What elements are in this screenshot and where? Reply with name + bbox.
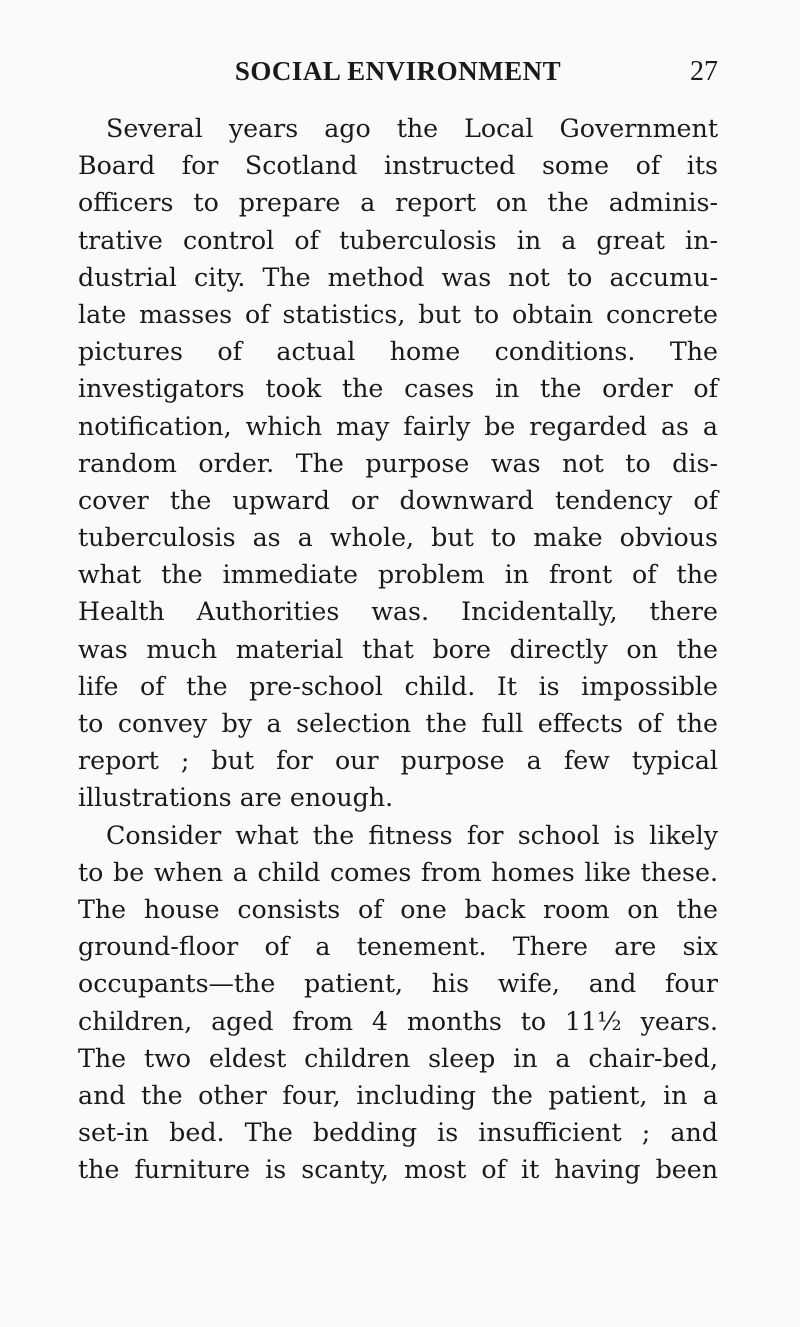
text-line: Board for Scotland instructed some of its <box>78 151 718 181</box>
text-line: the furniture is scanty, most of it having been <box>78 1155 718 1185</box>
text-line: and the other four, including the patient, in a <box>78 1080 718 1110</box>
text-line: children, aged from 4 months to 11½ years. <box>78 1006 718 1036</box>
text-line: The house consists of one back room on the <box>78 894 718 924</box>
running-title: SOCIAL ENVIRONMENT <box>234 56 562 86</box>
text-line: what the immediate problem in front of the <box>78 560 718 590</box>
text-line: life of the pre-school child. It is impossible <box>78 671 718 701</box>
body-text <box>78 110 718 1188</box>
text-line: trative control of tuberculosis in a great in- <box>78 225 718 255</box>
text-line: random order. The purpose was not to dis- <box>78 448 718 478</box>
text-line: late masses of statistics, but to obtain concrete <box>78 299 718 329</box>
paragraph <box>78 817 718 1189</box>
running-head <box>78 56 718 96</box>
text-line: to be when a child comes from homes like these. <box>78 857 718 887</box>
text-line: tuberculosis as a whole, but to make obvious <box>78 523 718 553</box>
text-line: illustrations are enough. <box>78 783 394 813</box>
text-line: report ; but for our purpose a few typical <box>78 746 718 776</box>
text-line: Health Authorities was. Incidentally, there <box>78 597 718 627</box>
text-line: dustrial city. The method was not to accumu- <box>78 262 718 292</box>
text-line: Consider what the fitness for school is likely <box>106 820 718 850</box>
text-line: investigators took the cases in the order of <box>78 374 718 404</box>
text-line: officers to prepare a report on the adminis- <box>78 188 718 218</box>
text-line: pictures of actual home conditions. The <box>78 337 718 367</box>
text-line: The two eldest children sleep in a chair-bed, <box>78 1043 718 1073</box>
text-line: was much material that bore directly on the <box>78 634 718 664</box>
text-line: occupants—the patient, his wife, and four <box>78 969 718 999</box>
text-line: ground-floor of a tenement. There are six <box>78 932 718 962</box>
text-line: notification, which may fairly be regarded as a <box>78 411 718 441</box>
text-line: to convey by a selection the full effects of the <box>78 709 718 738</box>
text-line: set-in bed. The bedding is insufficient ; and <box>78 1118 718 1148</box>
page-number: 27 <box>690 56 718 87</box>
paragraph <box>78 110 718 817</box>
text-line: Several years ago the Local Government <box>106 114 718 143</box>
text-line: cover the upward or downward tendency of <box>78 485 718 515</box>
